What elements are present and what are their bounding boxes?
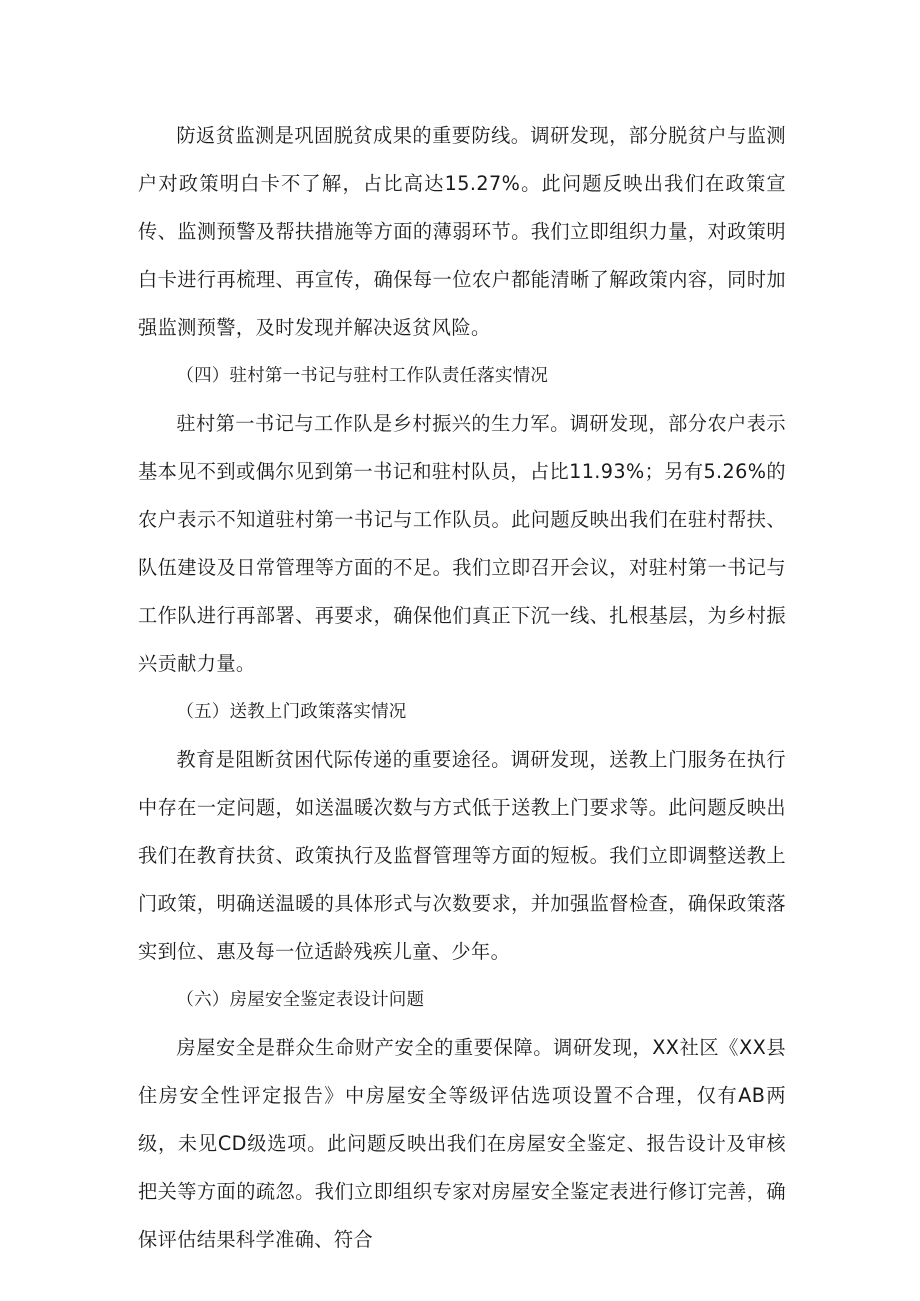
paragraph-village-secretary: 驻村第一书记与工作队是乡村振兴的生力军。调研发现，部分农户表示基本见不到或偶尔见到第一书记和驻村队员，占比11.93%；另有5.26%的农户表示不知道驻村第一书记与工作队员。此问题反映出我们在驻村帮扶、队伍建设及日常管理等方面的不足。我们立即召开会议，对驻村第一书记与工作队进行再部署、再要求，确保他们真正下沉一线、扎根基层，为乡村振兴贡献力量。: [138, 412, 786, 675]
section-heading-6: （六）房屋安全鉴定表设计问题: [176, 990, 425, 1010]
section-heading-5: （五）送教上门政策落实情况: [176, 702, 407, 722]
paragraph-home-education: 教育是阻断贫困代际传递的重要途径。调研发现，送教上门服务在执行中存在一定问题，如送温暖次数与方式低于送教上门要求等。此问题反映出我们在教育扶贫、政策执行及监督管理等方面的短板。我们立即调整送教上门政策，明确送温暖的具体形式与次数要求，并加强监督检查，确保政策落实到位、惠及每一位适龄残疾儿童、少年。: [138, 748, 786, 963]
section-heading-4: （四）驻村第一书记与驻村工作队责任落实情况: [176, 366, 549, 386]
document-body: [138, 112, 786, 1264]
paragraph-housing-safety: 房屋安全是群众生命财产安全的重要保障。调研发现，XX社区《XX县住房安全性评定报告》中房屋安全等级评估选项设置不合理，仅有AB两级，未见CD级选项。此问题反映出我们在房屋安全鉴定、报告设计及审核把关等方面的疏忽。我们立即组织专家对房屋安全鉴定表进行修订完善，确保评估结果科学准确、符合: [138, 1036, 786, 1251]
paragraph-anti-poverty-monitoring: 防返贫监测是巩固脱贫成果的重要防线。调研发现，部分脱贫户与监测户对政策明白卡不了解，占比高达15.27%。此问题反映出我们在政策宣传、监测预警及帮扶措施等方面的薄弱环节。我们立即组织力量，对政策明白卡进行再梳理、再宣传，确保每一位农户都能清晰了解政策内容，同时加强监测预警，及时发现并解决返贫风险。: [138, 124, 786, 339]
